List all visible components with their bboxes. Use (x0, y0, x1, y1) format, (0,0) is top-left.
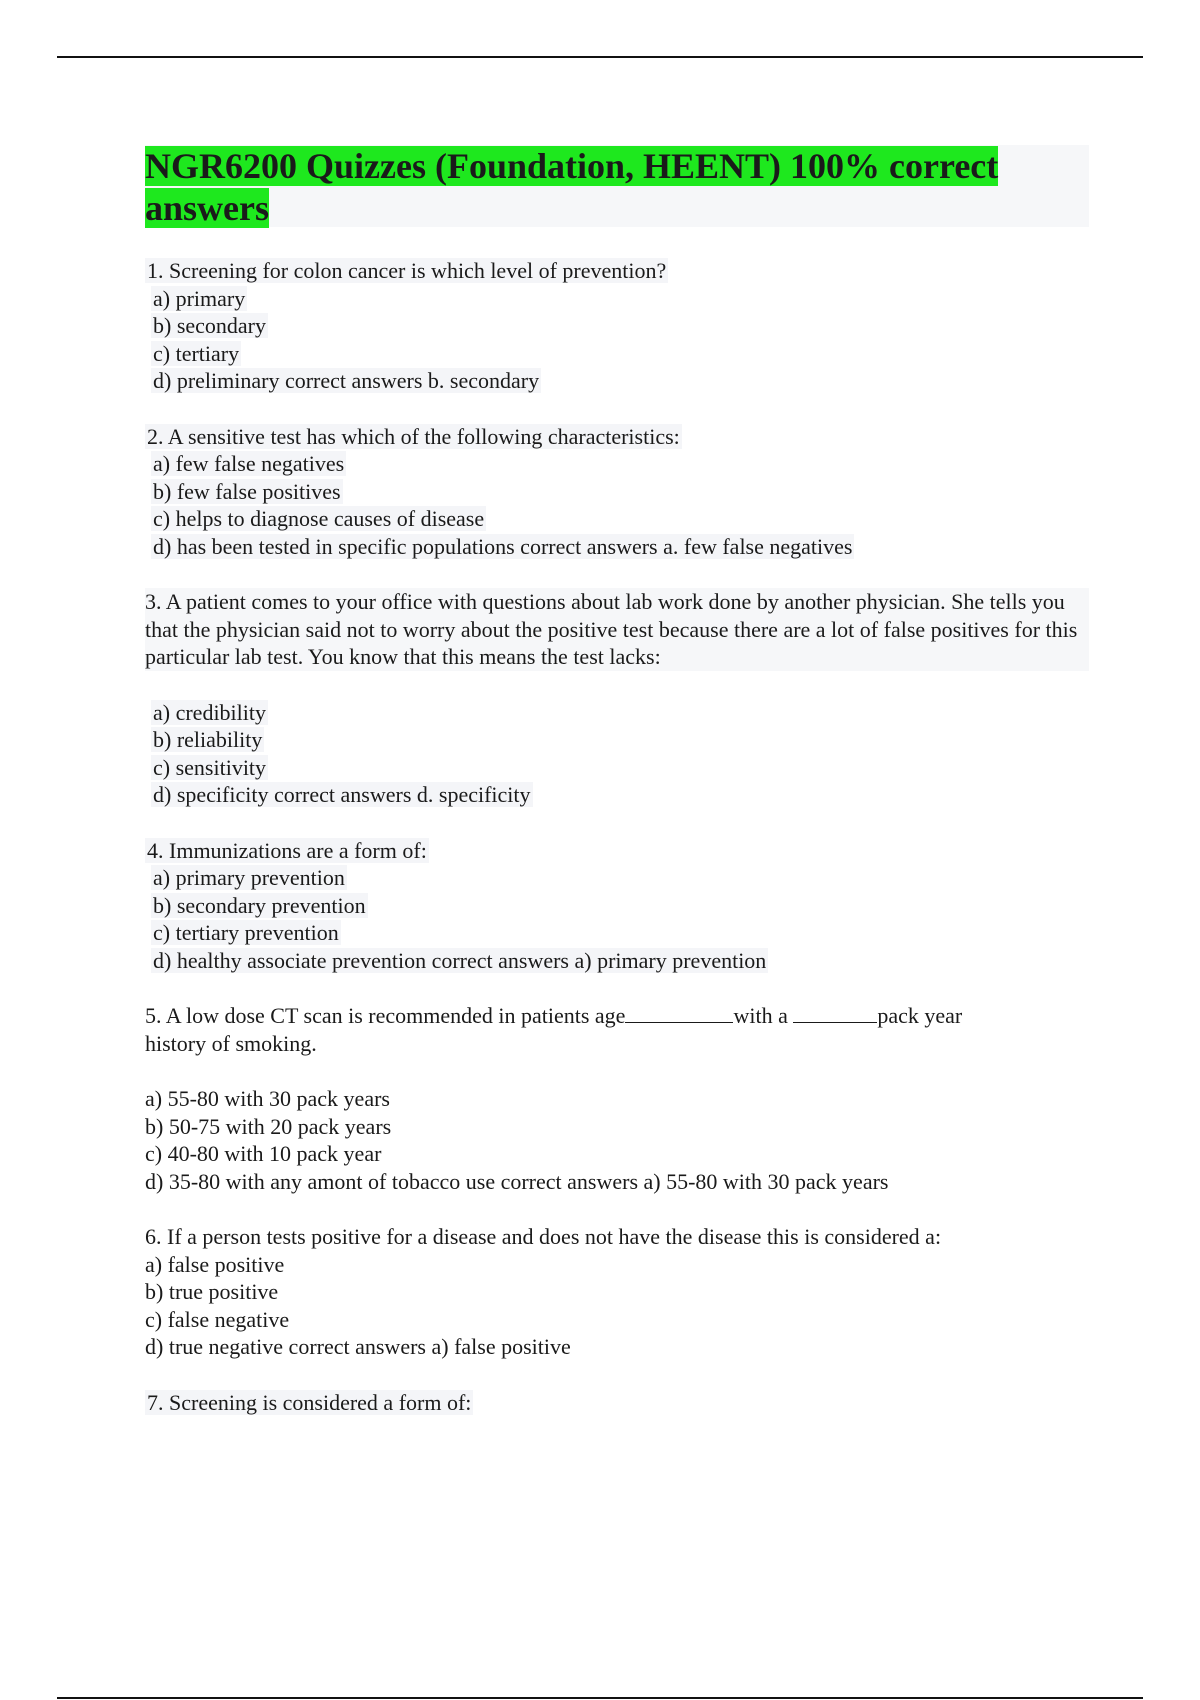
option-c: c) sensitivity (153, 754, 267, 780)
option-c: c) tertiary (153, 340, 240, 366)
option-a: a) primary prevention (153, 865, 345, 890)
option-b: b) secondary (153, 313, 267, 338)
question-5 (145, 1002, 1090, 1195)
question-4 (145, 837, 1090, 975)
option-c: c) tertiary prevention (153, 920, 339, 945)
question-stem: 7. Screening is considered a form of: (147, 1389, 472, 1415)
option-d-answer: d) specificity correct answers d. specificity (153, 782, 531, 807)
option-a: a) false positive (145, 1251, 285, 1277)
question-6 (145, 1223, 1090, 1361)
question-stem: 2. A sensitive test has which of the following characteristics: (147, 423, 680, 449)
option-a: a) primary (153, 285, 246, 311)
option-d-answer: d) healthy associate prevention correct answers a) primary prevention (153, 947, 767, 973)
document-body (145, 145, 1090, 1444)
question-stem-line-2: history of smoking. (145, 1030, 317, 1056)
option-a: a) few false negatives (153, 451, 345, 476)
option-b: b) secondary prevention (153, 892, 366, 918)
option-b: b) true positive (145, 1279, 279, 1304)
option-a: a) credibility (153, 699, 267, 725)
question-stem-line-1: 5. A low dose CT scan is recommended in patients age with a pack year (145, 1003, 963, 1028)
question-1 (145, 257, 1090, 395)
question-2 (145, 423, 1090, 561)
option-b: b) reliability (153, 727, 263, 752)
option-c: c) false negative (145, 1306, 290, 1332)
option-d-answer: d) true negative correct answers a) false positive (145, 1334, 571, 1359)
document-title (145, 145, 1015, 229)
top-rule (57, 56, 1143, 58)
option-b: b) 50-75 with 20 pack years (145, 1113, 392, 1139)
fill-blank-pack-year (793, 1002, 877, 1023)
option-c: c) helps to diagnose causes of disease (153, 506, 485, 531)
option-d-answer: d) has been tested in specific populations correct answers a. few false negatives (153, 533, 853, 559)
fill-blank-age (625, 1002, 733, 1023)
option-d-answer: d) preliminary correct answers b. secondary (153, 368, 540, 393)
question-stem: 4. Immunizations are a form of: (147, 837, 427, 863)
question-7 (145, 1389, 1090, 1417)
option-d-answer: d) 35-80 with any amont of tobacco use correct answers a) 55-80 with 30 pack years (145, 1168, 889, 1194)
question-stem: 3. A patient comes to your office with questions about lab work done by another physician. She tells you that the physician said not to worry about the positive test because there are a lot of false positives for this particular lab test. You know that this means the test lacks: (145, 588, 1089, 671)
question-3 (145, 588, 1090, 809)
option-c: c) 40-80 with 10 pack year (145, 1141, 382, 1166)
title-block (145, 145, 1089, 227)
question-stem: 6. If a person tests positive for a disease and does not have the disease this is considered a: (145, 1224, 942, 1249)
bottom-rule (57, 1697, 1143, 1699)
question-stem: 1. Screening for colon cancer is which level of prevention? (147, 258, 667, 283)
title-highlight: NGR6200 Quizzes (Foundation, HEENT) 100% correct answers (145, 146, 999, 228)
option-b: b) few false positives (153, 478, 341, 504)
option-a: a) 55-80 with 30 pack years (145, 1086, 390, 1111)
